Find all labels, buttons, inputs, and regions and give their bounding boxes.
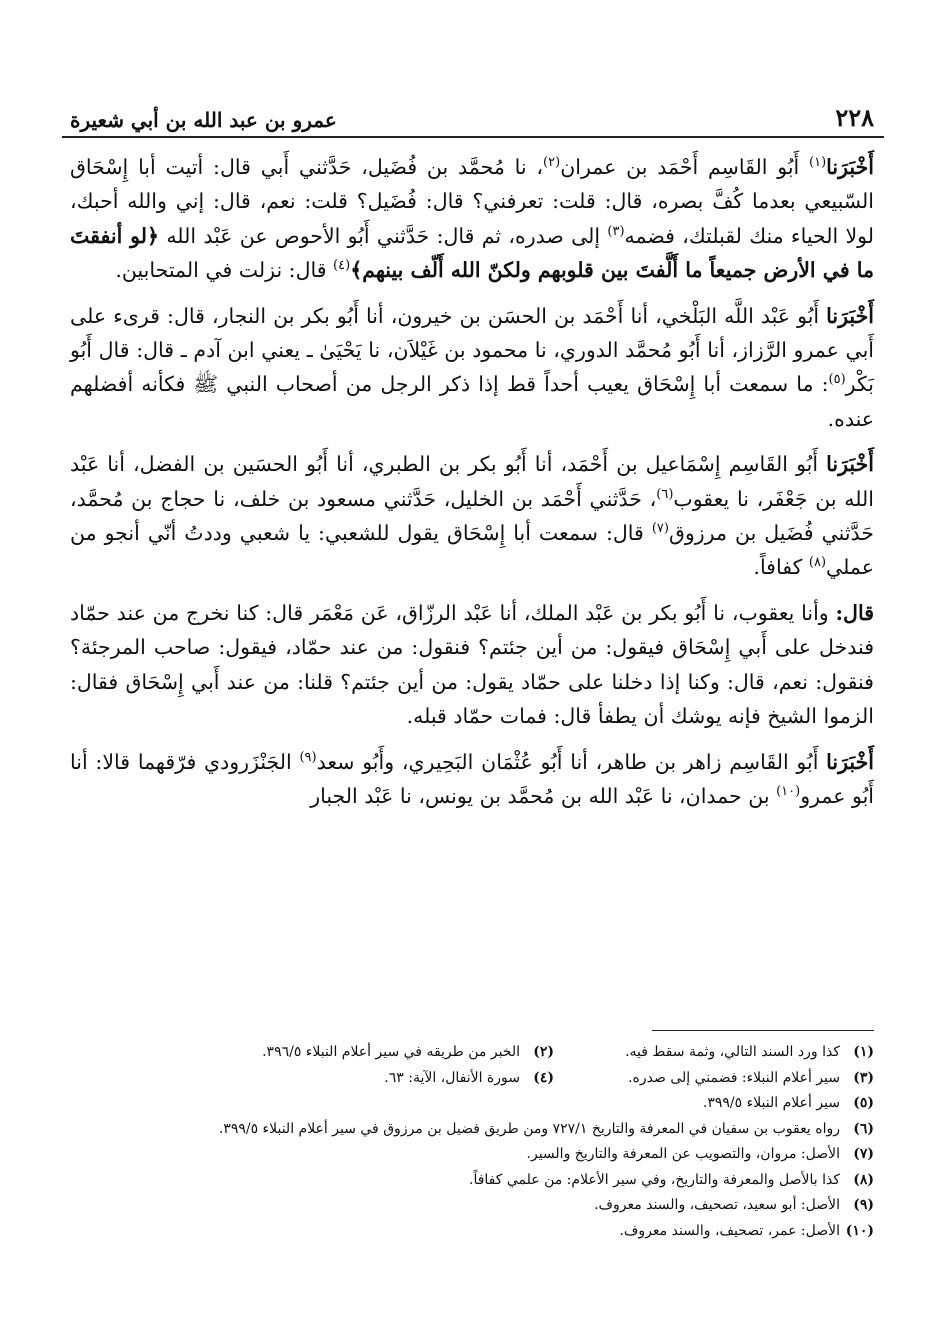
paragraph-lead: أَخْبَرَنا (826, 303, 874, 328)
footnote-ref: (٢) (543, 155, 561, 171)
footnote-text: الخبر من طريقه في سير أعلام النبلاء ٣٩٦/٥. (262, 1044, 520, 1060)
footnote-3 (554, 1066, 874, 1092)
footnotes (70, 1040, 874, 1244)
footnote-number: (١) (853, 1044, 874, 1060)
paragraph-lead: أَخْبَرَنا (826, 452, 874, 477)
footnote-ref: (٦) (656, 486, 674, 502)
paragraph-text: أَبُو القَاسِم أَحْمَد بن عمران (560, 155, 810, 179)
footnote-number: (٥) (853, 1095, 874, 1111)
footnote-ref: (١) (809, 155, 827, 171)
paragraph-text: ، نا مُحمَّد بن فُضَيل، حَدَّثني أَبي قال: أتيت أبا إِسْحَاق السّبيعي بعدما كُفَّ بصره، قال: قلت: تعرفني؟ قال: فُضَيل؟ قلت: نعم، قال: إني والله أحبك، لولا الحياء منك لقبلتك، فضمه (70, 155, 874, 248)
footnote-7 (70, 1142, 874, 1168)
paragraph-text: أَبُو عَبْد اللَّه البَلْخي، أنا أَحْمَد بن الحسَن بن خيرون، أنا أَبُو بكر بن النجار، قال: قرىء على أَبي عمرو الرَّزاز، أنا أَبُو مُحمَّد الدوري، نا محمود بن غَيْلاَن، نا يَحْيَىٰ ـ يعني ابن آدم ـ قال: قال أَبُو بَكْر (70, 303, 874, 397)
paragraph-text: الجَنْزَرودي فرّقهما قالا: أنا أَبُو عمرو (70, 749, 874, 808)
paragraph-text: : ما سمعت أبا إِسْحَاق يعيب أحداً قط إذا ذكر الرجل من أصحاب النبي ﷺ فكأنه أفضلهم عنده. (70, 372, 874, 431)
footnote-5 (70, 1091, 874, 1117)
paragraph-text: كفافاً. (753, 555, 809, 580)
footnote-9 (70, 1193, 874, 1219)
running-header (70, 92, 874, 132)
footnote-text: الأصل: أبو سعيد، تصحيف، والسند معروف. (594, 1197, 840, 1213)
paragraph-3 (70, 447, 874, 585)
footnote-rule (652, 1030, 874, 1031)
footnote-text: الأصل: عمر، تصحيف، والسند معروف. (619, 1222, 840, 1239)
paragraph-2 (70, 299, 874, 437)
footnote-text: الأصل: مروان، والتصويب عن المعرفة والتاريخ والسير. (526, 1146, 840, 1162)
footnote-number: (٦) (853, 1120, 874, 1137)
footnote-ref: (٥) (828, 372, 846, 388)
paragraph-text: بن حمدان، نا عَبْد الله بن مُحمَّد بن يونس، نا عَبْد الجبار (310, 783, 777, 808)
footnote-text: كذا بالأصل والمعرفة والتاريخ، وفي سير الأعلام: من علمي كفافاً. (469, 1171, 840, 1188)
paragraph-1 (70, 150, 874, 288)
footnote-number: (٨) (853, 1171, 874, 1188)
footnote-ref: (٤) (333, 258, 351, 274)
footnote-row (70, 1066, 874, 1092)
footnote-number: (٩) (853, 1197, 874, 1213)
footnote-1 (554, 1040, 874, 1066)
footnote-ref: (٣) (607, 223, 625, 239)
running-title: عمرو بن عبد الله بن أبي شعيرة (70, 108, 337, 132)
footnote-text: كذا ورد السند التالي، وثمة سقط فيه. (625, 1044, 840, 1060)
footnote-number: (٤) (533, 1069, 554, 1086)
footnote-8 (70, 1168, 874, 1194)
footnote-6 (70, 1117, 874, 1143)
footnote-ref: (١٠) (776, 784, 801, 800)
paragraph-text: ، حَدَّثني أَحْمَد بن الخليل، حَدَّثني مسعود بن خلف، نا حجاج بن مُحمَّد، حَدَّثني فُضَيل بن مرزوق (70, 486, 874, 546)
paragraph-lead: أَخْبَرَنا (826, 155, 874, 179)
paragraph-4 (70, 596, 874, 734)
footnote-text: رواه يعقوب بن سفيان في المعرفة والتاريخ ٧٢٧/١ ومن طريق فضيل بن مرزوق في سير أعلام النبلاء ٣٩٩/٥. (218, 1120, 840, 1137)
footnote-number: (١٠) (845, 1222, 874, 1239)
footnote-number: (٣) (853, 1069, 874, 1086)
footnote-number: (٢) (533, 1044, 554, 1060)
footnote-text: سير أعلام النبلاء: فضمني إلى صدره. (628, 1069, 840, 1086)
paragraph-5 (70, 745, 874, 814)
quran-verse: ﴿لو أنفقتَ ما في الأرض جميعاً ما أَلَّفتَ بين قلوبهم ولكنّ الله أَلّف بينهم﴾ (70, 223, 874, 283)
footnote-ref: (٧) (651, 521, 669, 537)
footnote-ref: (٩) (299, 749, 317, 765)
footnote-text: سورة الأنفال، الآية: ٦٣. (384, 1069, 520, 1086)
footnote-row (70, 1040, 874, 1066)
footnote-10 (70, 1219, 874, 1245)
paragraph-text: قال: نزلت في المتحابين. (115, 258, 334, 283)
footnote-text: سير أعلام النبلاء ٣٩٩/٥. (702, 1095, 840, 1111)
paragraph-text: قال: سمعت أبا إِسْحَاق يقول للشعبي: يا شعبي وددتُ أنّي أنجو من عملي (70, 521, 874, 580)
footnote-ref: (٨) (808, 555, 827, 571)
page-number: ٢٢٨ (835, 103, 874, 132)
paragraph-text: أَبُو القَاسِم زاهر بن طاهر، أنا أَبُو عُثْمَان البَحِيري، وأَبُو سعد (316, 749, 827, 774)
main-text (70, 150, 874, 824)
paragraph-text: وأنا يعقوب، نا أَبُو بكر بن عَبْد الملك، أنا عَبْد الرزّاق، عَن مَعْمَر قال: كنا نخرج من عند حمّاد فندخل على أَبي إِسْحَاق فيقول: من أين جئتم؟ فنقول: من عند حمّاد، فيقول: صاحب المرجئة؟ فنقول: نعم، قال: وكنا إذا دخلنا على حمّاد يقول: من أين جئتم؟ قلنا: من عند أَبي إِسْحَاق فقال: الزموا الشيخ فإنه يوشك أن يطفأ قال: فمات حمّاد قبله. (70, 600, 874, 729)
paragraph-lead: أَخْبَرَنا (826, 749, 874, 774)
footnote-number: (٧) (853, 1146, 874, 1162)
paragraph-text: إلى صدره، ثم قال: حَدَّثني أَبُو الأحوص عن عَبْد الله (159, 223, 608, 248)
footnote-4 (384, 1066, 554, 1092)
paragraph-lead: قال: (835, 600, 874, 625)
header-rule (62, 136, 884, 138)
paragraph-text: أَبُو القَاسِم إِسْمَاعيل بن أَحْمَد، أنا أَبُو بكر بن الطبري، أنا أَبُو الحسَين بن الفضل، أنا عَبْد الله بن جَعْفَر، نا يعقوب (70, 452, 874, 511)
footnote-2 (262, 1040, 554, 1066)
